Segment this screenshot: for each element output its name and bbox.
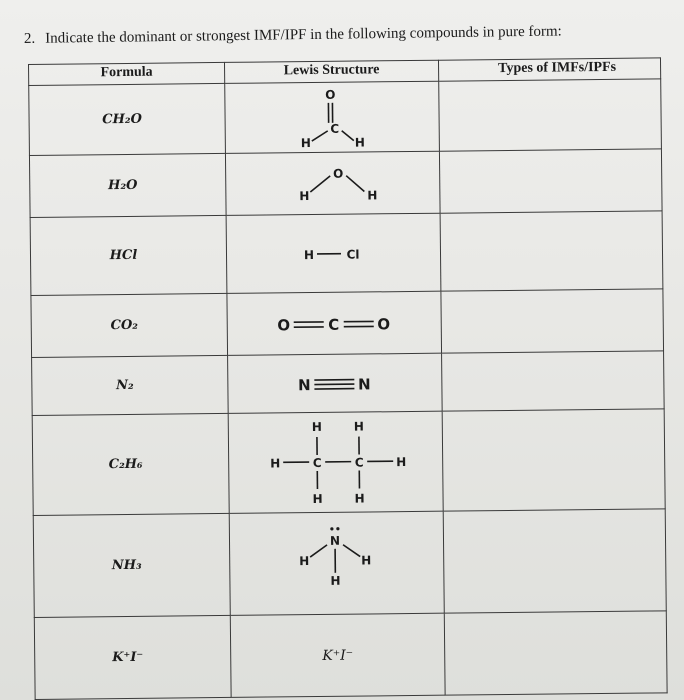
lewis-cell: [227, 291, 442, 355]
question-number: 2.: [23, 30, 36, 47]
atom-h: H: [300, 135, 311, 150]
atom-h: H: [303, 247, 314, 262]
atom-h: H: [298, 553, 309, 568]
types-answer-cell[interactable]: [439, 79, 662, 151]
atom-n: N: [357, 374, 371, 394]
table-row: [34, 611, 667, 700]
formula-cell: [33, 513, 230, 617]
table-row: [32, 351, 665, 416]
atom-h: H: [353, 491, 365, 506]
atom-o: O: [376, 314, 390, 333]
atom-h: H: [311, 491, 323, 506]
atom-h: H: [329, 573, 341, 588]
lone-pair-dot: [330, 527, 333, 530]
types-answer-cell[interactable]: [440, 211, 663, 291]
lewis-structure-ki: K⁺I⁻: [322, 647, 354, 664]
formula-cell: [29, 153, 226, 217]
formula-cell: [34, 615, 231, 699]
formula-cell: [32, 355, 229, 415]
atom-c: C: [327, 315, 339, 334]
formula-cell: [32, 413, 229, 515]
types-answer-cell[interactable]: [442, 351, 665, 411]
lewis-structure-n2: [290, 371, 380, 396]
lewis-structure-c2h6: [260, 416, 411, 510]
lewis-cell: [225, 151, 440, 215]
atom-h: H: [269, 455, 280, 470]
atom-c: C: [329, 121, 339, 136]
atom-h: H: [311, 419, 322, 434]
types-answer-cell[interactable]: [439, 149, 662, 213]
table-row: [33, 509, 666, 618]
lewis-cell: [228, 353, 443, 413]
lewis-cell: [226, 213, 441, 293]
atom-o: O: [332, 166, 343, 181]
atom-n: N: [329, 533, 340, 548]
formula-text: H₂O: [108, 177, 138, 194]
formula-cell: [29, 83, 226, 155]
imf-table: [28, 57, 667, 698]
atom-c: C: [312, 455, 322, 470]
table-row: [29, 79, 662, 156]
formula-text: K⁺I⁻: [112, 649, 144, 666]
atom-h: H: [353, 419, 364, 434]
lewis-cell: [225, 81, 440, 153]
atom-h: H: [354, 134, 365, 150]
lewis-cell: [229, 511, 444, 615]
table-row: [32, 409, 665, 516]
types-answer-cell[interactable]: [444, 611, 667, 695]
question-prompt: [24, 21, 674, 48]
lewis-structure-ch2o: [277, 86, 388, 149]
lewis-structure-h2o: [278, 161, 388, 206]
formula-text: CH₂O: [102, 111, 142, 128]
atom-h: H: [298, 188, 309, 203]
types-answer-cell[interactable]: [441, 289, 664, 353]
atom-h: H: [366, 187, 377, 202]
question-text: Indicate the dominant or strongest IMF/IPF in the following compounds in pure form:: [45, 23, 562, 47]
atom-o: O: [324, 87, 336, 102]
lewis-structure-co2: [269, 311, 399, 336]
formula-text: HCl: [109, 247, 138, 264]
header-formula: Formula: [29, 62, 225, 85]
lewis-structure-hcl: [278, 241, 388, 266]
formula-text: N₂: [115, 377, 134, 394]
types-answer-cell[interactable]: [442, 409, 665, 511]
formula-cell: [30, 215, 227, 295]
formula-cell: [31, 293, 228, 357]
lewis-cell: [228, 411, 443, 513]
header-types-of-imfs: Types of IMFs/IPFs: [438, 58, 660, 81]
types-answer-cell[interactable]: [443, 509, 666, 613]
atom-n: N: [297, 375, 311, 394]
atom-h: H: [395, 454, 406, 469]
table-row: [31, 289, 664, 358]
formula-text: NH₃: [111, 557, 142, 574]
lewis-structure-nh3: [281, 522, 392, 605]
atom-c: C: [354, 455, 364, 470]
atom-o: O: [276, 315, 290, 334]
atom-h: H: [360, 552, 371, 568]
header-lewis-structure: Lewis Structure: [224, 60, 438, 83]
table-row: [30, 211, 663, 296]
lewis-cell: [230, 613, 445, 697]
formula-text: C₂H₆: [108, 456, 143, 473]
table-row: [29, 149, 662, 218]
formula-text: CO₂: [110, 317, 139, 334]
lone-pair-dot: [336, 527, 339, 530]
atom-cl: Cl: [345, 247, 360, 262]
